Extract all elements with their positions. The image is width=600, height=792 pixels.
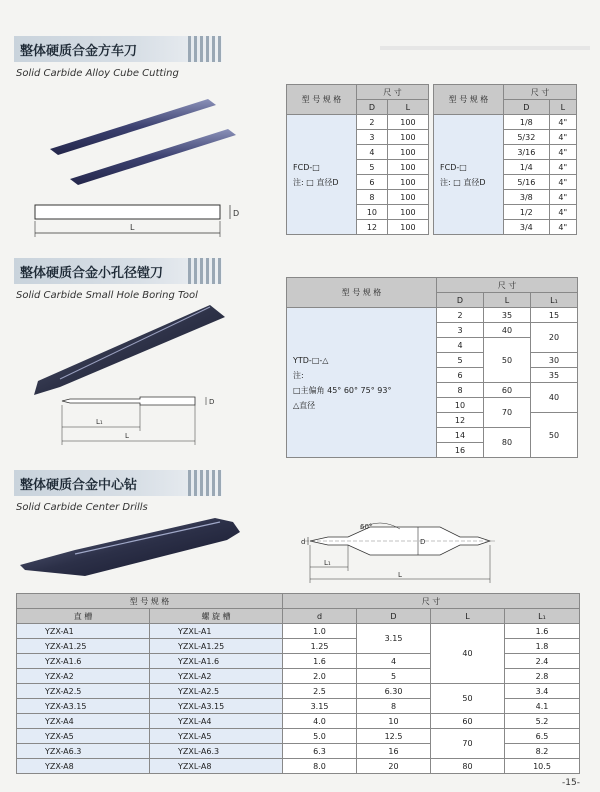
cell-d: 10 — [437, 398, 484, 413]
cell-spiral: YZXL-A4 — [150, 714, 283, 729]
cell-l: 4" — [549, 130, 576, 145]
cell-straight: YZX-A5 — [17, 729, 150, 744]
spec-cell — [434, 115, 504, 235]
cell-straight: YZX-A4 — [17, 714, 150, 729]
cell-d: 2 — [437, 308, 484, 323]
spec-spec-line2: 注: — [293, 370, 304, 380]
cell-d: 12 — [437, 413, 484, 428]
cell-d: 8.0 — [283, 759, 357, 774]
dim-l: L — [130, 223, 135, 232]
section-title: 整体硬质合金方车刀 — [20, 44, 138, 59]
section-subtitle: Solid Carbide Alloy Cube Cutting — [16, 68, 179, 79]
table-row — [287, 115, 429, 130]
cell-straight: YZX-A3.15 — [17, 699, 150, 714]
cell-l: 100 — [387, 205, 428, 220]
col-l: L — [387, 100, 428, 115]
spec-cell — [287, 115, 357, 235]
cube-cutting-table-metric — [286, 84, 429, 235]
dim-angle: 60° — [360, 523, 373, 531]
cell-l1: 15 — [531, 308, 578, 323]
col-spiral: 螺 旋 槽 — [150, 609, 283, 624]
decorative-line — [380, 46, 590, 50]
cell-d: 1/2 — [504, 205, 550, 220]
cell-straight: YZX-A2.5 — [17, 684, 150, 699]
cell-d: 2 — [357, 115, 388, 130]
cell-l: 60 — [484, 383, 531, 398]
cell-L1: 5.2 — [505, 714, 580, 729]
section-header-boring-tool — [14, 258, 222, 284]
dim-d: D — [209, 398, 215, 406]
spec-note: 注: □ 直径D — [440, 177, 486, 187]
cell-d: 5.0 — [283, 729, 357, 744]
cell-d: 5/16 — [504, 175, 550, 190]
cell-d: 5 — [357, 160, 388, 175]
cell-straight: YZX-A8 — [17, 759, 150, 774]
cell-d: 4 — [357, 145, 388, 160]
cell-L1: 4.1 — [505, 699, 580, 714]
table-row — [17, 624, 580, 639]
col-spec: 型 号 规 格 — [287, 278, 437, 308]
col-d: D — [504, 100, 550, 115]
cube-cutting-illustration — [30, 85, 280, 245]
cell-d: 3/8 — [504, 190, 550, 205]
cell-spiral: YZXL-A5 — [150, 729, 283, 744]
cell-L: 80 — [431, 759, 505, 774]
cell-spiral: YZXL-A1.25 — [150, 639, 283, 654]
col-l: L — [484, 293, 531, 308]
dim-l1: L₁ — [96, 418, 103, 426]
cube-cutting-table-inch — [433, 84, 577, 235]
dim-d-large: D — [420, 538, 426, 546]
cell-L: 50 — [431, 684, 505, 714]
dim-l: L — [398, 571, 402, 579]
cube-bar-drawing — [35, 205, 220, 219]
spec-model: FCD-□ — [440, 162, 467, 172]
spec-spec-line4: △直径 — [293, 400, 316, 410]
cell-D: 10 — [357, 714, 431, 729]
cell-l: 100 — [387, 190, 428, 205]
center-drill-drawing — [300, 515, 500, 590]
cell-d: 5 — [437, 353, 484, 368]
cell-straight: YZX-A1 — [17, 624, 150, 639]
cell-l: 70 — [484, 398, 531, 428]
cell-L1: 1.6 — [505, 624, 580, 639]
spec-spec-line3: □主偏角 45° 60° 75° 93° — [293, 385, 392, 395]
cell-l: 40 — [484, 323, 531, 338]
cell-straight: YZX-A6.3 — [17, 744, 150, 759]
table-row — [17, 729, 580, 744]
cell-l: 100 — [387, 130, 428, 145]
header-stripes — [188, 36, 222, 62]
cell-D: 6.30 — [357, 684, 431, 699]
cell-l: 4" — [549, 145, 576, 160]
cell-l1: 35 — [531, 368, 578, 383]
cell-l: 4" — [549, 190, 576, 205]
cell-d: 16 — [437, 443, 484, 458]
cell-l: 4" — [549, 205, 576, 220]
section-subtitle: Solid Carbide Small Hole Boring Tool — [16, 290, 198, 301]
cell-d: 3.15 — [283, 699, 357, 714]
col-spec: 型 号 规 格 — [17, 594, 283, 609]
cell-straight: YZX-A1.25 — [17, 639, 150, 654]
section-header-cube-cutting — [14, 36, 222, 62]
cell-d: 2.5 — [283, 684, 357, 699]
cell-spiral: YZXL-A2.5 — [150, 684, 283, 699]
col-spec: 型 号 规 格 — [287, 85, 357, 115]
dim-d-small: d — [301, 538, 306, 546]
table-row — [17, 759, 580, 774]
cell-L: 40 — [431, 624, 505, 684]
cell-d: 1.0 — [283, 624, 357, 639]
table-row — [434, 115, 577, 130]
cell-l1: 30 — [531, 353, 578, 368]
cell-d: 4 — [437, 338, 484, 353]
col-spec: 型 号 规 格 — [434, 85, 504, 115]
cell-l: 100 — [387, 220, 428, 235]
cell-d: 1.6 — [283, 654, 357, 669]
header-stripes — [188, 470, 222, 496]
cell-D: 5 — [357, 669, 431, 684]
cell-spiral: YZXL-A3.15 — [150, 699, 283, 714]
cell-spiral: YZXL-A2 — [150, 669, 283, 684]
dim-d: D — [233, 209, 240, 218]
cell-L1: 6.5 — [505, 729, 580, 744]
cell-d: 2.0 — [283, 669, 357, 684]
section-title: 整体硬质合金中心钻 — [20, 478, 138, 493]
cell-L1: 2.4 — [505, 654, 580, 669]
cell-spiral: YZXL-A1 — [150, 624, 283, 639]
spec-spec-line1: YTD-□-△ — [293, 355, 329, 365]
cell-straight: YZX-A2 — [17, 669, 150, 684]
cell-D: 16 — [357, 744, 431, 759]
spec-cell — [287, 308, 437, 458]
cell-straight: YZX-A1.6 — [17, 654, 150, 669]
cell-l: 100 — [387, 115, 428, 130]
spec-model: FCD-□ — [293, 162, 320, 172]
cell-d: 5/32 — [504, 130, 550, 145]
cell-l: 4" — [549, 220, 576, 235]
cell-L: 70 — [431, 729, 505, 759]
cell-d: 3/4 — [504, 220, 550, 235]
cell-l: 100 — [387, 145, 428, 160]
spec-note: 注: □ 直径D — [293, 177, 339, 187]
cell-spiral: YZXL-A6.3 — [150, 744, 283, 759]
dim-l1: L₁ — [324, 559, 331, 567]
cell-spiral: YZXL-A1.6 — [150, 654, 283, 669]
cell-d: 4.0 — [283, 714, 357, 729]
col-size: 尺 寸 — [357, 85, 429, 100]
dim-l: L — [125, 432, 129, 440]
section-title: 整体硬质合金小孔径镗刀 — [20, 266, 164, 281]
col-L: L — [431, 609, 505, 624]
boring-tool-illustration — [20, 305, 260, 455]
cell-l1: 50 — [531, 413, 578, 458]
cell-l: 100 — [387, 175, 428, 190]
cell-L1: 3.4 — [505, 684, 580, 699]
table-row — [17, 684, 580, 699]
cell-d: 1/8 — [504, 115, 550, 130]
cell-d: 1/4 — [504, 160, 550, 175]
cell-d: 14 — [437, 428, 484, 443]
cell-L1: 8.2 — [505, 744, 580, 759]
boring-tool-drawing — [62, 397, 195, 405]
col-d: d — [283, 609, 357, 624]
cell-l: 80 — [484, 428, 531, 458]
col-L1: L₁ — [505, 609, 580, 624]
table-row — [17, 714, 580, 729]
cell-D: 4 — [357, 654, 431, 669]
cell-d: 12 — [357, 220, 388, 235]
section-subtitle: Solid Carbide Center Drills — [16, 502, 148, 513]
col-size: 尺 寸 — [283, 594, 580, 609]
cell-spiral: YZXL-A8 — [150, 759, 283, 774]
cell-d: 10 — [357, 205, 388, 220]
cell-d: 3 — [357, 130, 388, 145]
cell-d: 6 — [437, 368, 484, 383]
col-size: 尺 寸 — [504, 85, 577, 100]
col-D: D — [357, 609, 431, 624]
boring-tool-table — [286, 277, 578, 458]
col-straight: 直 槽 — [17, 609, 150, 624]
cell-d: 8 — [357, 190, 388, 205]
cell-d: 3 — [437, 323, 484, 338]
table-row — [287, 308, 578, 323]
col-l1: L₁ — [531, 293, 578, 308]
cell-d: 3/16 — [504, 145, 550, 160]
cell-d: 8 — [437, 383, 484, 398]
cell-l1: 20 — [531, 323, 578, 353]
col-d: D — [357, 100, 388, 115]
col-d: D — [437, 293, 484, 308]
cell-D: 12.5 — [357, 729, 431, 744]
cell-d: 1.25 — [283, 639, 357, 654]
cell-D: 8 — [357, 699, 431, 714]
cell-l: 100 — [387, 160, 428, 175]
cell-l1: 40 — [531, 383, 578, 413]
cell-l: 35 — [484, 308, 531, 323]
center-drills-table — [16, 593, 580, 774]
section-header-center-drills — [14, 470, 222, 496]
cell-L: 60 — [431, 714, 505, 729]
cell-D: 3.15 — [357, 624, 431, 654]
cell-L1: 10.5 — [505, 759, 580, 774]
col-size: 尺 寸 — [437, 278, 578, 293]
cell-L1: 2.8 — [505, 669, 580, 684]
cell-l: 4" — [549, 160, 576, 175]
cell-L1: 1.8 — [505, 639, 580, 654]
cell-l: 4" — [549, 175, 576, 190]
header-stripes — [188, 258, 222, 284]
col-l: L — [549, 100, 576, 115]
cell-l: 4" — [549, 115, 576, 130]
page-number: -15- — [562, 778, 580, 788]
boring-tool-photo — [34, 305, 225, 395]
center-drill-photo — [15, 510, 265, 590]
cell-l: 50 — [484, 338, 531, 383]
cell-D: 20 — [357, 759, 431, 774]
cell-d: 6.3 — [283, 744, 357, 759]
cell-d: 6 — [357, 175, 388, 190]
